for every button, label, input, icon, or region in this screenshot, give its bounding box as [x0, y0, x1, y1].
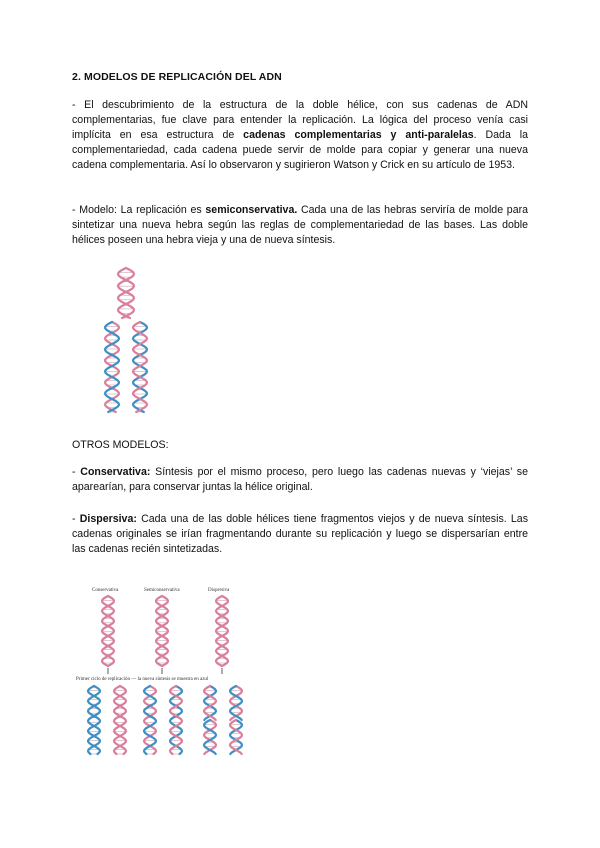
parent-conservative — [102, 596, 114, 666]
model-paragraph — [72, 203, 528, 248]
daughter-helix-right — [133, 322, 147, 412]
parent-helix — [118, 268, 134, 318]
dispersive-b-top — [230, 686, 242, 720]
intro-bold: cadenas complementarias y anti-paralelas — [243, 129, 474, 141]
conservative-text: Síntesis por el mismo proceso, pero luego las cadenas nuevas y ‘viejas’ se aparearían, para conservar juntas la hélice original. — [72, 466, 528, 493]
conservative-paragraph — [72, 465, 528, 495]
replication-models-figure — [70, 580, 270, 758]
dispersive-prefix: - — [72, 513, 80, 525]
semiconservative-replication-figure — [88, 262, 188, 418]
parent-semiconservative — [156, 596, 168, 666]
daughter-helix-left — [105, 322, 119, 412]
semiconservative-b — [170, 686, 182, 754]
intro-text-b: . Dada la complementariedad, cada cadena puede servir de molde para copiar y generar una nueva cadena complementaria. Así lo observaron y sugirieron Watson y Crick en su artículo de 1953. — [72, 129, 528, 171]
dispersive-a-top — [204, 686, 216, 720]
parent-dispersive — [216, 596, 228, 666]
label-conservative: Conservativa — [92, 588, 119, 593]
label-dispersive: Dispersiva — [208, 588, 230, 593]
conservative-old — [114, 686, 126, 754]
conservative-bold: Conservativa: — [80, 466, 151, 478]
model-bold: semiconservativa. — [205, 204, 298, 216]
dispersive-paragraph — [72, 512, 528, 557]
intro-text-a: - El descubrimiento de la estructura de la doble hélice, con sus cadenas de ADN complementarias, fue clave para entender la replicación. La lógica del proceso venía casi implícita en esa estructura de — [72, 99, 528, 141]
other-models-title: OTROS MODELOS: — [72, 439, 169, 451]
model-text-a: - Modelo: La replicación es — [72, 204, 206, 216]
section-heading: 2. MODELOS DE REPLICACIÓN DEL ADN — [72, 71, 282, 83]
dispersive-b-bottom — [230, 720, 242, 754]
dispersive-bold: Dispersiva: — [79, 513, 137, 525]
conservative-new — [88, 686, 100, 754]
conservative-prefix: - — [72, 466, 81, 478]
semiconservative-a — [144, 686, 156, 754]
dispersive-text: Cada una de las doble hélices tiene fragmentos viejos y de nueva síntesis. Las cadenas originales se irían fragmentando durante su replicación y luego se dispersarían entre las cadenas recién sintetizadas. — [72, 513, 528, 555]
intro-paragraph — [72, 98, 528, 173]
label-semiconservative: Semiconservativa — [144, 588, 180, 593]
dispersive-a-bottom — [204, 720, 216, 754]
model-text-b: Cada una de las hebras serviría de molde para sintetizar una nueva hebra según las reglas de complementariedad de las bases. Las doble hélices poseen una hebra vieja y una de nueva síntesis. — [72, 204, 528, 246]
replication-caption: Primer ciclo de replicación — la nueva síntesis se muestra en azul — [76, 677, 209, 682]
